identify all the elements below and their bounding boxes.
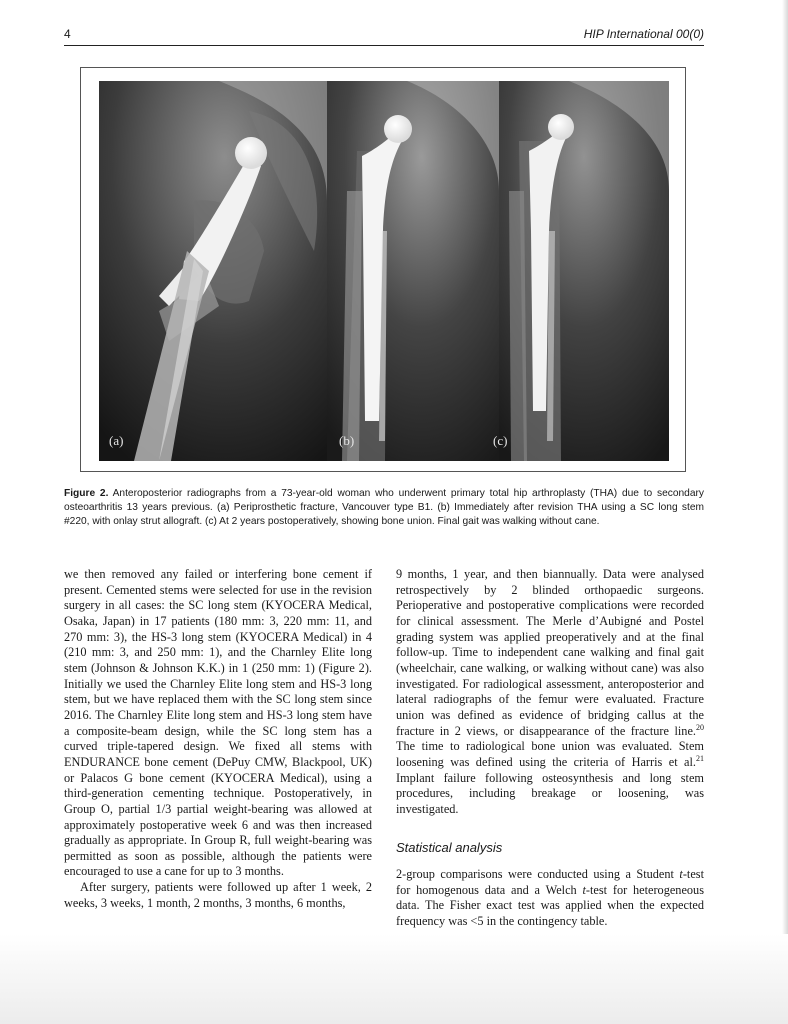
section-heading-statistical-analysis: Statistical analysis	[396, 839, 503, 855]
panel-label-b: (b)	[339, 433, 355, 448]
caption-label: Figure 2.	[64, 488, 109, 499]
paragraph-followup: After surgery, patients were followed up after 1 week, 2 weeks, 3 weeks, 1 month, 2 months, 3 months, 6 months,	[64, 880, 372, 910]
paragraph-methods: we then removed any failed or interfering bone cement if present. Cemented stems were selected for use in the revision surgery in all cases: the SC long stem (KYOCERA Medical, Osaka, Japan) in 17 patients (180 mm: 3, 220 mm: 11, and 270 mm: 3), the HS-3 long stem (KYOCERA Medical) in 4 (210 mm: 3, and 250 mm: 1), and the Charnley Elite long stem (Johnson & Johnson K.K.) in 1 (250 mm: 1) (Figure 2). Initially we used the Charnley Elite long stem and HS-3 long stem, but we have replaced them with the SC long stem since 2016. The Charnley Elite long stem and HS-3 long stem have a composite-beam design, while the SC long stem has a curved triple-tapered design. We fixed all stems with ENDURANCE bone cement (DePuy CMW, Blackpool, UK) or Palacos G bone cement (KYOCERA Medical), using a third-generation cementing technique. Postoperatively, in Group O, partial 1/3 partial weight-bearing was allowed at approximately postoperative week 6 and was then increased gradually as appropriate. In Group R, full weight-bearing was permitted as soon as possible, although the patients were encouraged to use a cane for up to 3 months.	[64, 567, 372, 879]
figure-2	[80, 67, 686, 472]
reference-21: 21	[696, 753, 704, 763]
radiograph-panel-b	[327, 81, 499, 461]
radiograph-revision-icon	[327, 81, 499, 461]
panel-label-a: (a)	[109, 433, 124, 448]
paragraph-statistics: 2-group comparisons were conducted using a Student t-test for homogenous data and a Welch t-test for heterogeneous data. The Fisher exact test was applied when the expected frequency was <5 in the contingency table.	[396, 867, 704, 929]
running-header	[64, 27, 704, 45]
radiograph-fracture-icon	[99, 81, 327, 461]
paragraph-assessment: 9 months, 1 year, and then biannually. Data were analysed retrospectively by 2 blinded orthopaedic surgeons. Perioperative and postoperative complications were recorded for clinical assessment. The Merle d’Aubigné and Postel grading system was applied preoperatively and at the final follow-up. Time to independent cane walking and final gait (wheelchair, cane walking, or walking without cane) was also investigated. For radiological assessment, anteroposterior and lateral radiographs of the femur were evaluated. Fracture union was defined as evidence of bridging callus at the fracture in 2 views, or disappearance of the fracture line.$^{20}$ The time to radiological bone union was evaluated. Stem loosening was defined using the criteria of Harris et al.$^{21}$ Implant failure following osteosynthesis and long stem procedures, including breakage or loosening, was investigated.	[396, 567, 704, 816]
figure-caption	[64, 487, 704, 530]
panel-label-c: (c)	[493, 433, 508, 448]
radiograph-union-icon	[499, 81, 669, 461]
radiograph-panel-a	[99, 81, 327, 461]
journal-title: HIP International 00(0)	[583, 27, 704, 41]
caption-text: Anteroposterior radiographs from a 73-year-old woman who underwent primary total hip arthroplasty (THA) due to secondary osteoarthritis 13 years previous. (a) Periprosthetic fracture, Vancouver type B1. (b) Immediately after revision THA using a SC long stem #220, with onlay strut allograft. (c) At 2 years postoperatively, showing bone union. Final gait was walking without cane.	[64, 488, 704, 528]
text-column-right	[396, 567, 704, 930]
radiograph-panel-c	[493, 81, 669, 461]
page-number: 4	[64, 27, 71, 41]
header-rule	[64, 45, 704, 46]
reference-20: 20	[696, 722, 704, 732]
text-column-left	[64, 567, 372, 911]
page-bottom-shade	[0, 934, 788, 1024]
page-edge-shadow	[782, 0, 788, 1024]
